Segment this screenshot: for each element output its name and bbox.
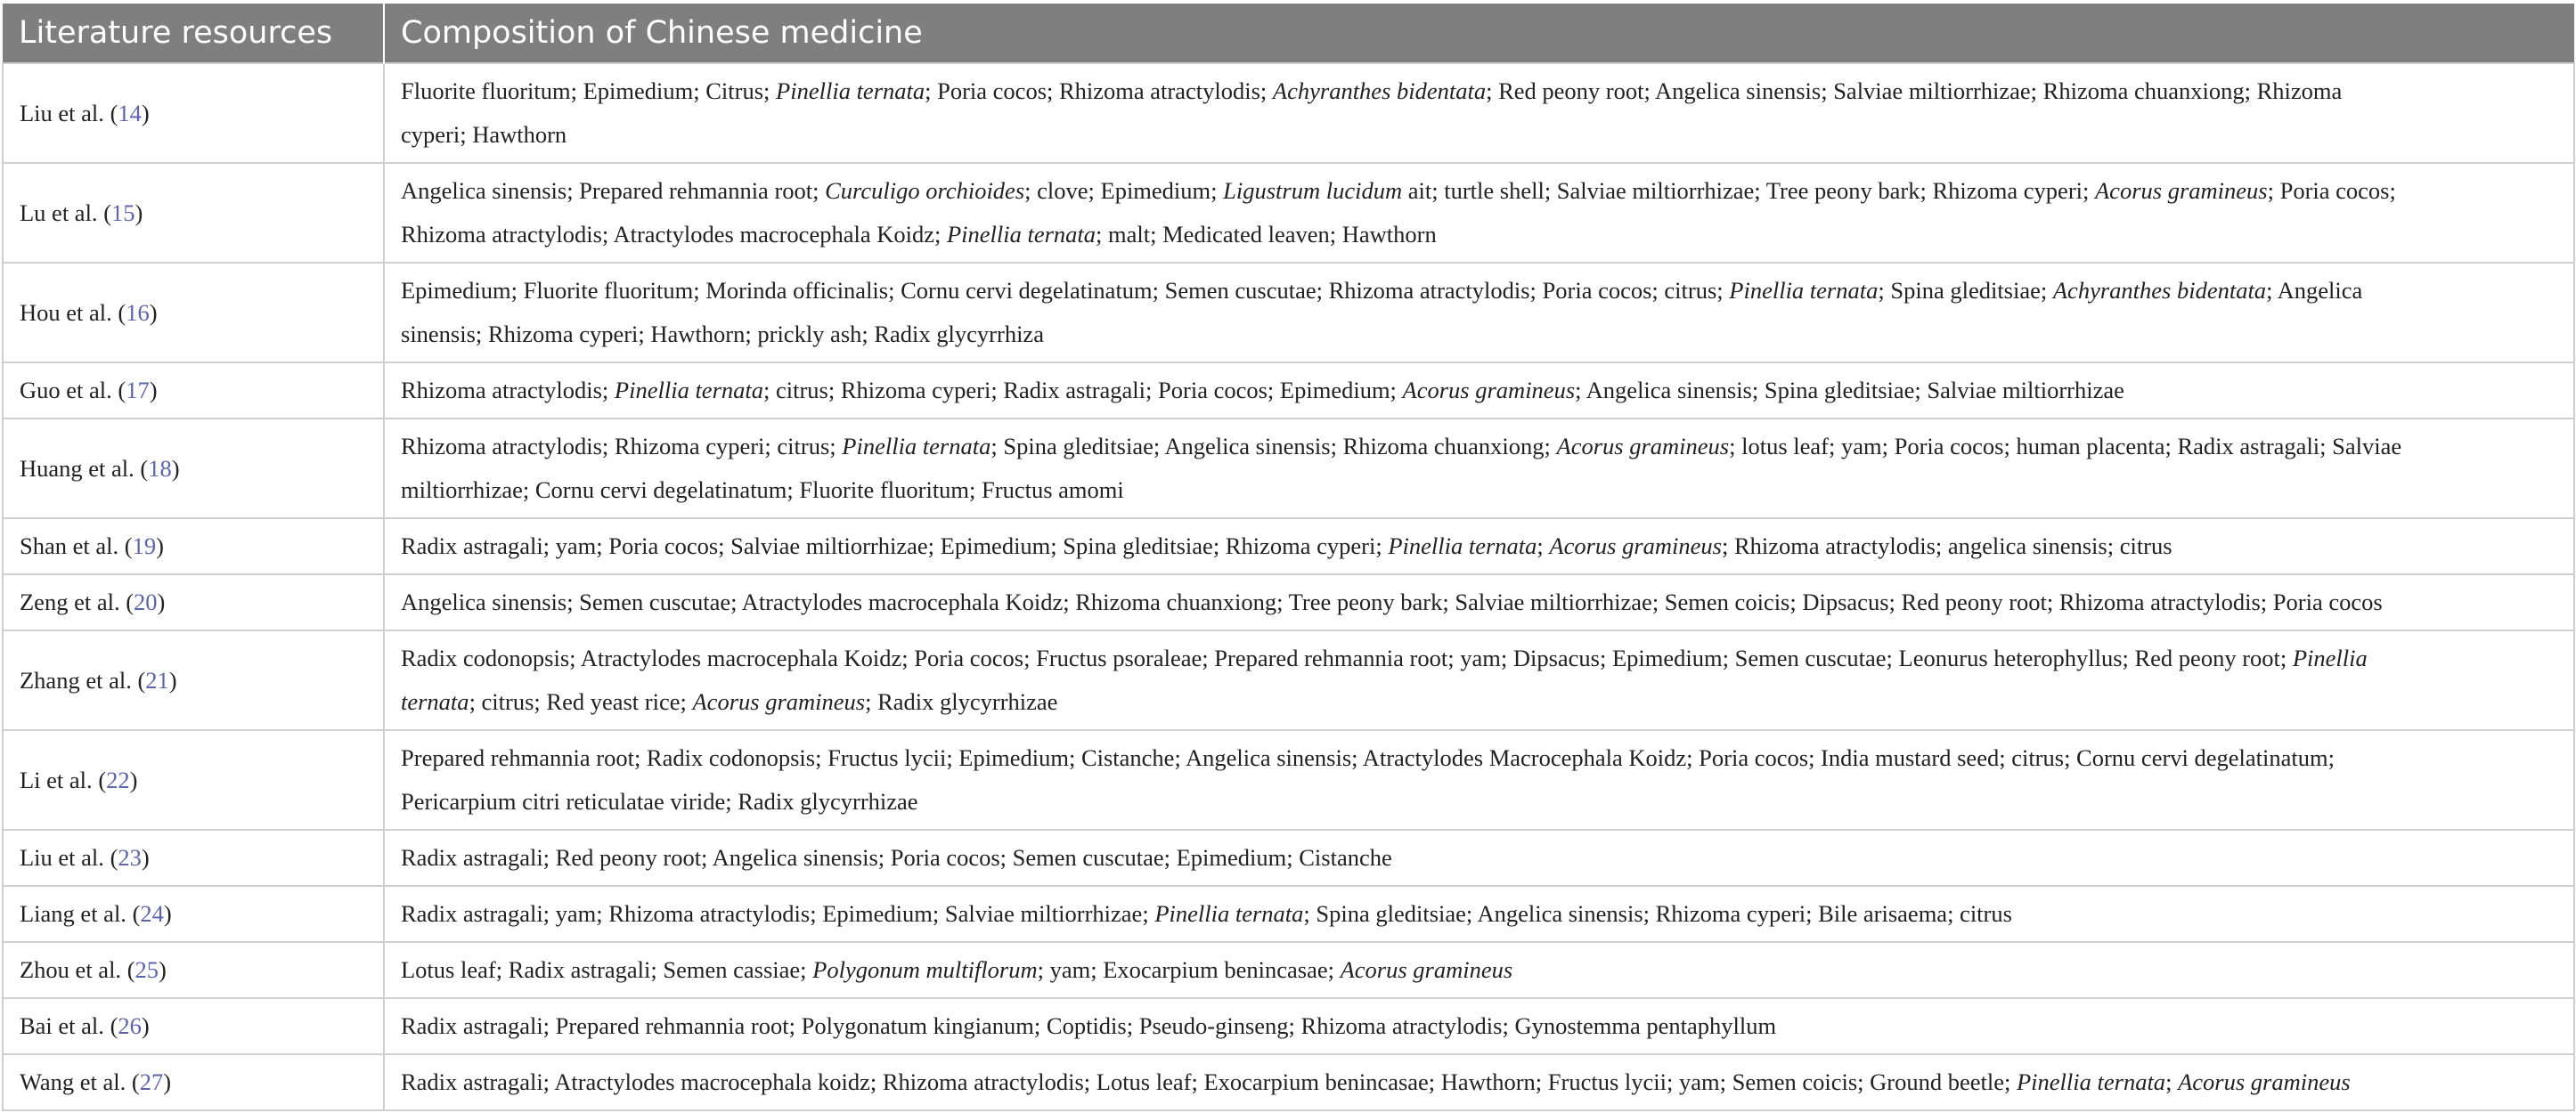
composition-text: ; Red peony root; Angelica sinensis; Salviae miltiorrhizae; Rhizoma chuanxiong; Rhizoma [1486, 77, 2343, 104]
table-row [3, 886, 2574, 942]
author-text: Hou et al. [20, 298, 112, 326]
author-text: Zeng et al. [20, 589, 120, 615]
composition-cell [384, 1054, 2574, 1110]
literature-resource-cell: Zhang et al. (21) [3, 630, 384, 730]
composition-text: Radix astragali; Prepared rehmannia root; Polygonatum kingianum; Coptidis; Pseudo-ginseng; Rhizoma atractylodis; Gynostemma pentaphyllum [401, 1012, 1777, 1039]
composition-line [401, 213, 2557, 256]
composition-line [401, 736, 2557, 780]
table-row [3, 830, 2574, 886]
reference-link[interactable]: 17 [126, 377, 150, 403]
composition-text: Lotus leaf; Radix astragali; Semen cassiae; [401, 956, 813, 983]
table-row [3, 418, 2574, 518]
species-name-italic: Acorus gramineus [692, 688, 866, 715]
composition-text: Radix astragali; yam; Rhizoma atractylodis; Epimedium; Salviae miltiorrhizae; [401, 900, 1155, 927]
composition-line [401, 836, 2557, 880]
composition-cell [384, 362, 2574, 418]
composition-text: ; Radix glycyrrhizae [865, 688, 1058, 715]
table-row [3, 730, 2574, 830]
composition-text: Radix codonopsis; Atractylodes macrocephala Koidz; Poria cocos; Fructus psoraleae; Prepared rehmannia root; yam; Dipsacus; Epimedium; Semen cuscutae; Leonurus heterophyllus; Red peony root; [401, 645, 2293, 671]
header-literature-resources: Literature resources [3, 4, 384, 63]
species-name-italic: Pinellia ternata [614, 377, 763, 403]
reference-link[interactable]: 26 [118, 1012, 142, 1039]
table-row [3, 998, 2574, 1054]
composition-cell [384, 998, 2574, 1054]
reference-link[interactable]: 27 [139, 1068, 164, 1095]
composition-text: ; Spina gleditsiae; Angelica sinensis; Rhizoma chuanxiong; [990, 433, 1557, 459]
reference-link[interactable]: 16 [126, 298, 150, 326]
literature-resource-cell: Bai et al. (26) [3, 998, 384, 1054]
species-name-italic: Pinellia ternata [1388, 532, 1537, 559]
author-text: Wang et al. [20, 1068, 126, 1095]
header-composition: Composition of Chinese medicine [384, 4, 2574, 63]
reference-link[interactable]: 19 [132, 532, 157, 559]
composition-line [401, 113, 2557, 157]
composition-text: Radix astragali; Red peony root; Angelica sinensis; Poria cocos; Semen cuscutae; Epimedium; Cistanche [401, 844, 1392, 871]
reference-link[interactable]: 20 [134, 589, 158, 615]
composition-cell [384, 518, 2574, 574]
table-row [3, 518, 2574, 574]
composition-text: ; [2165, 1068, 2179, 1095]
composition-text: cyperi; Hawthorn [401, 121, 567, 148]
species-name-italic: Pinellia ternata [946, 221, 1096, 248]
species-name-italic: Achyranthes bidentata [1272, 77, 1487, 104]
composition-text: Rhizoma atractylodis; Rhizoma cyperi; citrus; [401, 433, 843, 459]
composition-text: Fluorite fluoritum; Epimedium; Citrus; [401, 77, 777, 104]
species-name-italic: Polygonum multiflorum [812, 956, 1038, 983]
composition-text: Rhizoma atractylodis; Atractylodes macrocephala Koidz; [401, 221, 947, 248]
table-row [3, 574, 2574, 630]
composition-text: Rhizoma atractylodis; [401, 377, 615, 403]
literature-resource-cell: Hou et al. (16) [3, 263, 384, 362]
reference-link[interactable]: 14 [118, 99, 142, 126]
species-name-italic: Pinellia ternata [776, 77, 925, 104]
composition-cell [384, 263, 2574, 362]
literature-resource-cell: Zeng et al. (20) [3, 574, 384, 630]
composition-text: ; citrus; Red yeast rice; [469, 688, 693, 715]
composition-text: ; citrus; Rhizoma cyperi; Radix astragali; Poria cocos; Epimedium; [763, 377, 1403, 403]
species-name-italic: Ligustrum lucidum [1223, 177, 1403, 204]
species-name-italic: Pinellia ternata [842, 433, 991, 459]
author-text: Liang et al. [20, 900, 126, 927]
species-name-italic: Acorus gramineus [2095, 177, 2268, 204]
composition-line [401, 313, 2557, 356]
literature-resource-cell: Zhou et al. (25) [3, 942, 384, 998]
species-name-italic: Achyranthes bidentata [2052, 277, 2267, 304]
table-row [3, 1054, 2574, 1110]
composition-line [401, 169, 2557, 213]
composition-line [401, 468, 2557, 512]
composition-text: ; Poria cocos; [2267, 177, 2396, 204]
composition-text: ; Spina gleditsiae; [1878, 277, 2053, 304]
reference-link[interactable]: 15 [111, 199, 135, 226]
table-header-row [3, 4, 2574, 63]
composition-text: ; yam; Exocarpium benincasae; [1037, 956, 1341, 983]
composition-line [401, 524, 2557, 568]
composition-text: ; Rhizoma atractylodis; angelica sinensis; citrus [1721, 532, 2172, 559]
composition-text: ; [1537, 532, 1550, 559]
species-name-italic: Pinellia ternata [1154, 900, 1304, 927]
literature-resource-cell: Liu et al. (14) [3, 63, 384, 163]
species-name-italic: Pinellia ternata [2016, 1068, 2166, 1095]
literature-resource-cell: Liu et al. (23) [3, 830, 384, 886]
literature-resource-cell: Guo et al. (17) [3, 362, 384, 418]
author-text: Lu et al. [20, 199, 98, 226]
table-body [3, 63, 2574, 1110]
reference-link[interactable]: 22 [106, 766, 130, 793]
species-name-italic: Acorus gramineus [1549, 532, 1722, 559]
composition-cell [384, 830, 2574, 886]
composition-text: ; clove; Epimedium; [1024, 177, 1224, 204]
literature-resource-cell: Shan et al. (19) [3, 518, 384, 574]
composition-line [401, 892, 2557, 936]
composition-text: ; Spina gleditsiae; Angelica sinensis; Rhizoma cyperi; Bile arisaema; citrus [1303, 900, 2012, 927]
composition-text: ; Angelica sinensis; Spina gleditsiae; Salviae miltiorrhizae [1575, 377, 2124, 403]
reference-link[interactable]: 21 [145, 666, 169, 694]
author-text: Liu et al. [20, 844, 104, 871]
author-text: Zhou et al. [20, 956, 122, 983]
species-name-italic: Pinellia [2292, 645, 2368, 671]
table-row [3, 942, 2574, 998]
species-name-italic: ternata [401, 688, 469, 715]
literature-resource-cell: Huang et al. (18) [3, 418, 384, 518]
composition-cell [384, 886, 2574, 942]
composition-text: Angelica sinensis; Semen cuscutae; Atractylodes macrocephala Koidz; Rhizoma chuanxiong; Tree peony bark; Salviae miltiorrhizae; Semen coicis; Dipsacus; Red peony root; Rhizoma atractylodis; Poria cocos [401, 589, 2383, 615]
reference-link[interactable]: 18 [148, 454, 172, 482]
species-name-italic: Acorus gramineus [1402, 377, 1576, 403]
author-text: Guo et al. [20, 377, 112, 403]
literature-resource-cell: Lu et al. (15) [3, 163, 384, 263]
composition-text: Radix astragali; yam; Poria cocos; Salviae miltiorrhizae; Epimedium; Spina gleditsiae; Rhizoma cyperi; [401, 532, 1389, 559]
reference-link[interactable]: 24 [140, 900, 164, 927]
composition-line [401, 425, 2557, 468]
author-text: Zhang et al. [20, 666, 132, 694]
composition-line [401, 369, 2557, 412]
composition-text: ; Poria cocos; Rhizoma atractylodis; [925, 77, 1273, 104]
composition-cell [384, 63, 2574, 163]
composition-line [401, 69, 2557, 113]
composition-line [401, 269, 2557, 313]
author-text: Shan et al. [20, 532, 119, 559]
literature-resource-cell: Li et al. (22) [3, 730, 384, 830]
reference-link[interactable]: 25 [135, 956, 159, 983]
table-row [3, 362, 2574, 418]
species-name-italic: Curculigo orchioides [825, 177, 1025, 204]
composition-text: Angelica sinensis; Prepared rehmannia root; [401, 177, 826, 204]
species-name-italic: Pinellia ternata [1729, 277, 1879, 304]
composition-cell [384, 418, 2574, 518]
reference-link[interactable]: 23 [118, 844, 142, 871]
composition-cell [384, 574, 2574, 630]
composition-line [401, 680, 2557, 724]
species-name-italic: Acorus gramineus [1556, 433, 1730, 459]
species-name-italic: Acorus gramineus [2178, 1068, 2351, 1095]
composition-text: ; lotus leaf; yam; Poria cocos; human placenta; Radix astragali; Salviae [1729, 433, 2402, 459]
composition-text: ; Angelica [2266, 277, 2363, 304]
table-row [3, 263, 2574, 362]
composition-text: miltiorrhizae; Cornu cervi degelatinatum; Fluorite fluoritum; Fructus amomi [401, 476, 1124, 503]
composition-text: Radix astragali; Atractylodes macrocephala koidz; Rhizoma atractylodis; Lotus leaf; Exocarpium benincasae; Hawthorn; Fructus lycii; yam; Semen coicis; Ground beetle; [401, 1068, 2017, 1095]
composition-text: Pericarpium citri reticulatae viride; Radix glycyrrhizae [401, 788, 918, 815]
composition-cell [384, 730, 2574, 830]
composition-text: Epimedium; Fluorite fluoritum; Morinda officinalis; Cornu cervi degelatinatum; Semen cuscutae; Rhizoma atractylodis; Poria cocos; citrus; [401, 277, 1730, 304]
table-row [3, 163, 2574, 263]
composition-line [401, 637, 2557, 680]
author-text: Bai et al. [20, 1012, 104, 1039]
composition-line [401, 1060, 2557, 1104]
author-text: Liu et al. [20, 99, 104, 126]
composition-text: Prepared rehmannia root; Radix codonopsis; Fructus lycii; Epimedium; Cistanche; Angelica sinensis; Atractylodes Macrocephala Koidz; Poria cocos; India mustard seed; citrus; Cornu cervi degelatinatum; [401, 744, 2335, 771]
composition-text: ; malt; Medicated leaven; Hawthorn [1096, 221, 1437, 248]
composition-line [401, 1004, 2557, 1048]
composition-line [401, 948, 2557, 992]
literature-resource-cell: Wang et al. (27) [3, 1054, 384, 1110]
composition-text: ait; turtle shell; Salviae miltiorrhizae; Tree peony bark; Rhizoma cyperi; [1402, 177, 2095, 204]
composition-cell [384, 630, 2574, 730]
composition-text: sinensis; Rhizoma cyperi; Hawthorn; prickly ash; Radix glycyrrhiza [401, 321, 1044, 347]
composition-line [401, 780, 2557, 824]
composition-cell [384, 942, 2574, 998]
composition-table [2, 4, 2575, 1111]
literature-resource-cell: Liang et al. (24) [3, 886, 384, 942]
table-row [3, 630, 2574, 730]
author-text: Li et al. [20, 766, 93, 793]
species-name-italic: Acorus gramineus [1340, 956, 1513, 983]
author-text: Huang et al. [20, 454, 135, 482]
composition-cell [384, 163, 2574, 263]
composition-line [401, 581, 2557, 624]
composition-table-container [2, 4, 2573, 1111]
table-row [3, 63, 2574, 163]
